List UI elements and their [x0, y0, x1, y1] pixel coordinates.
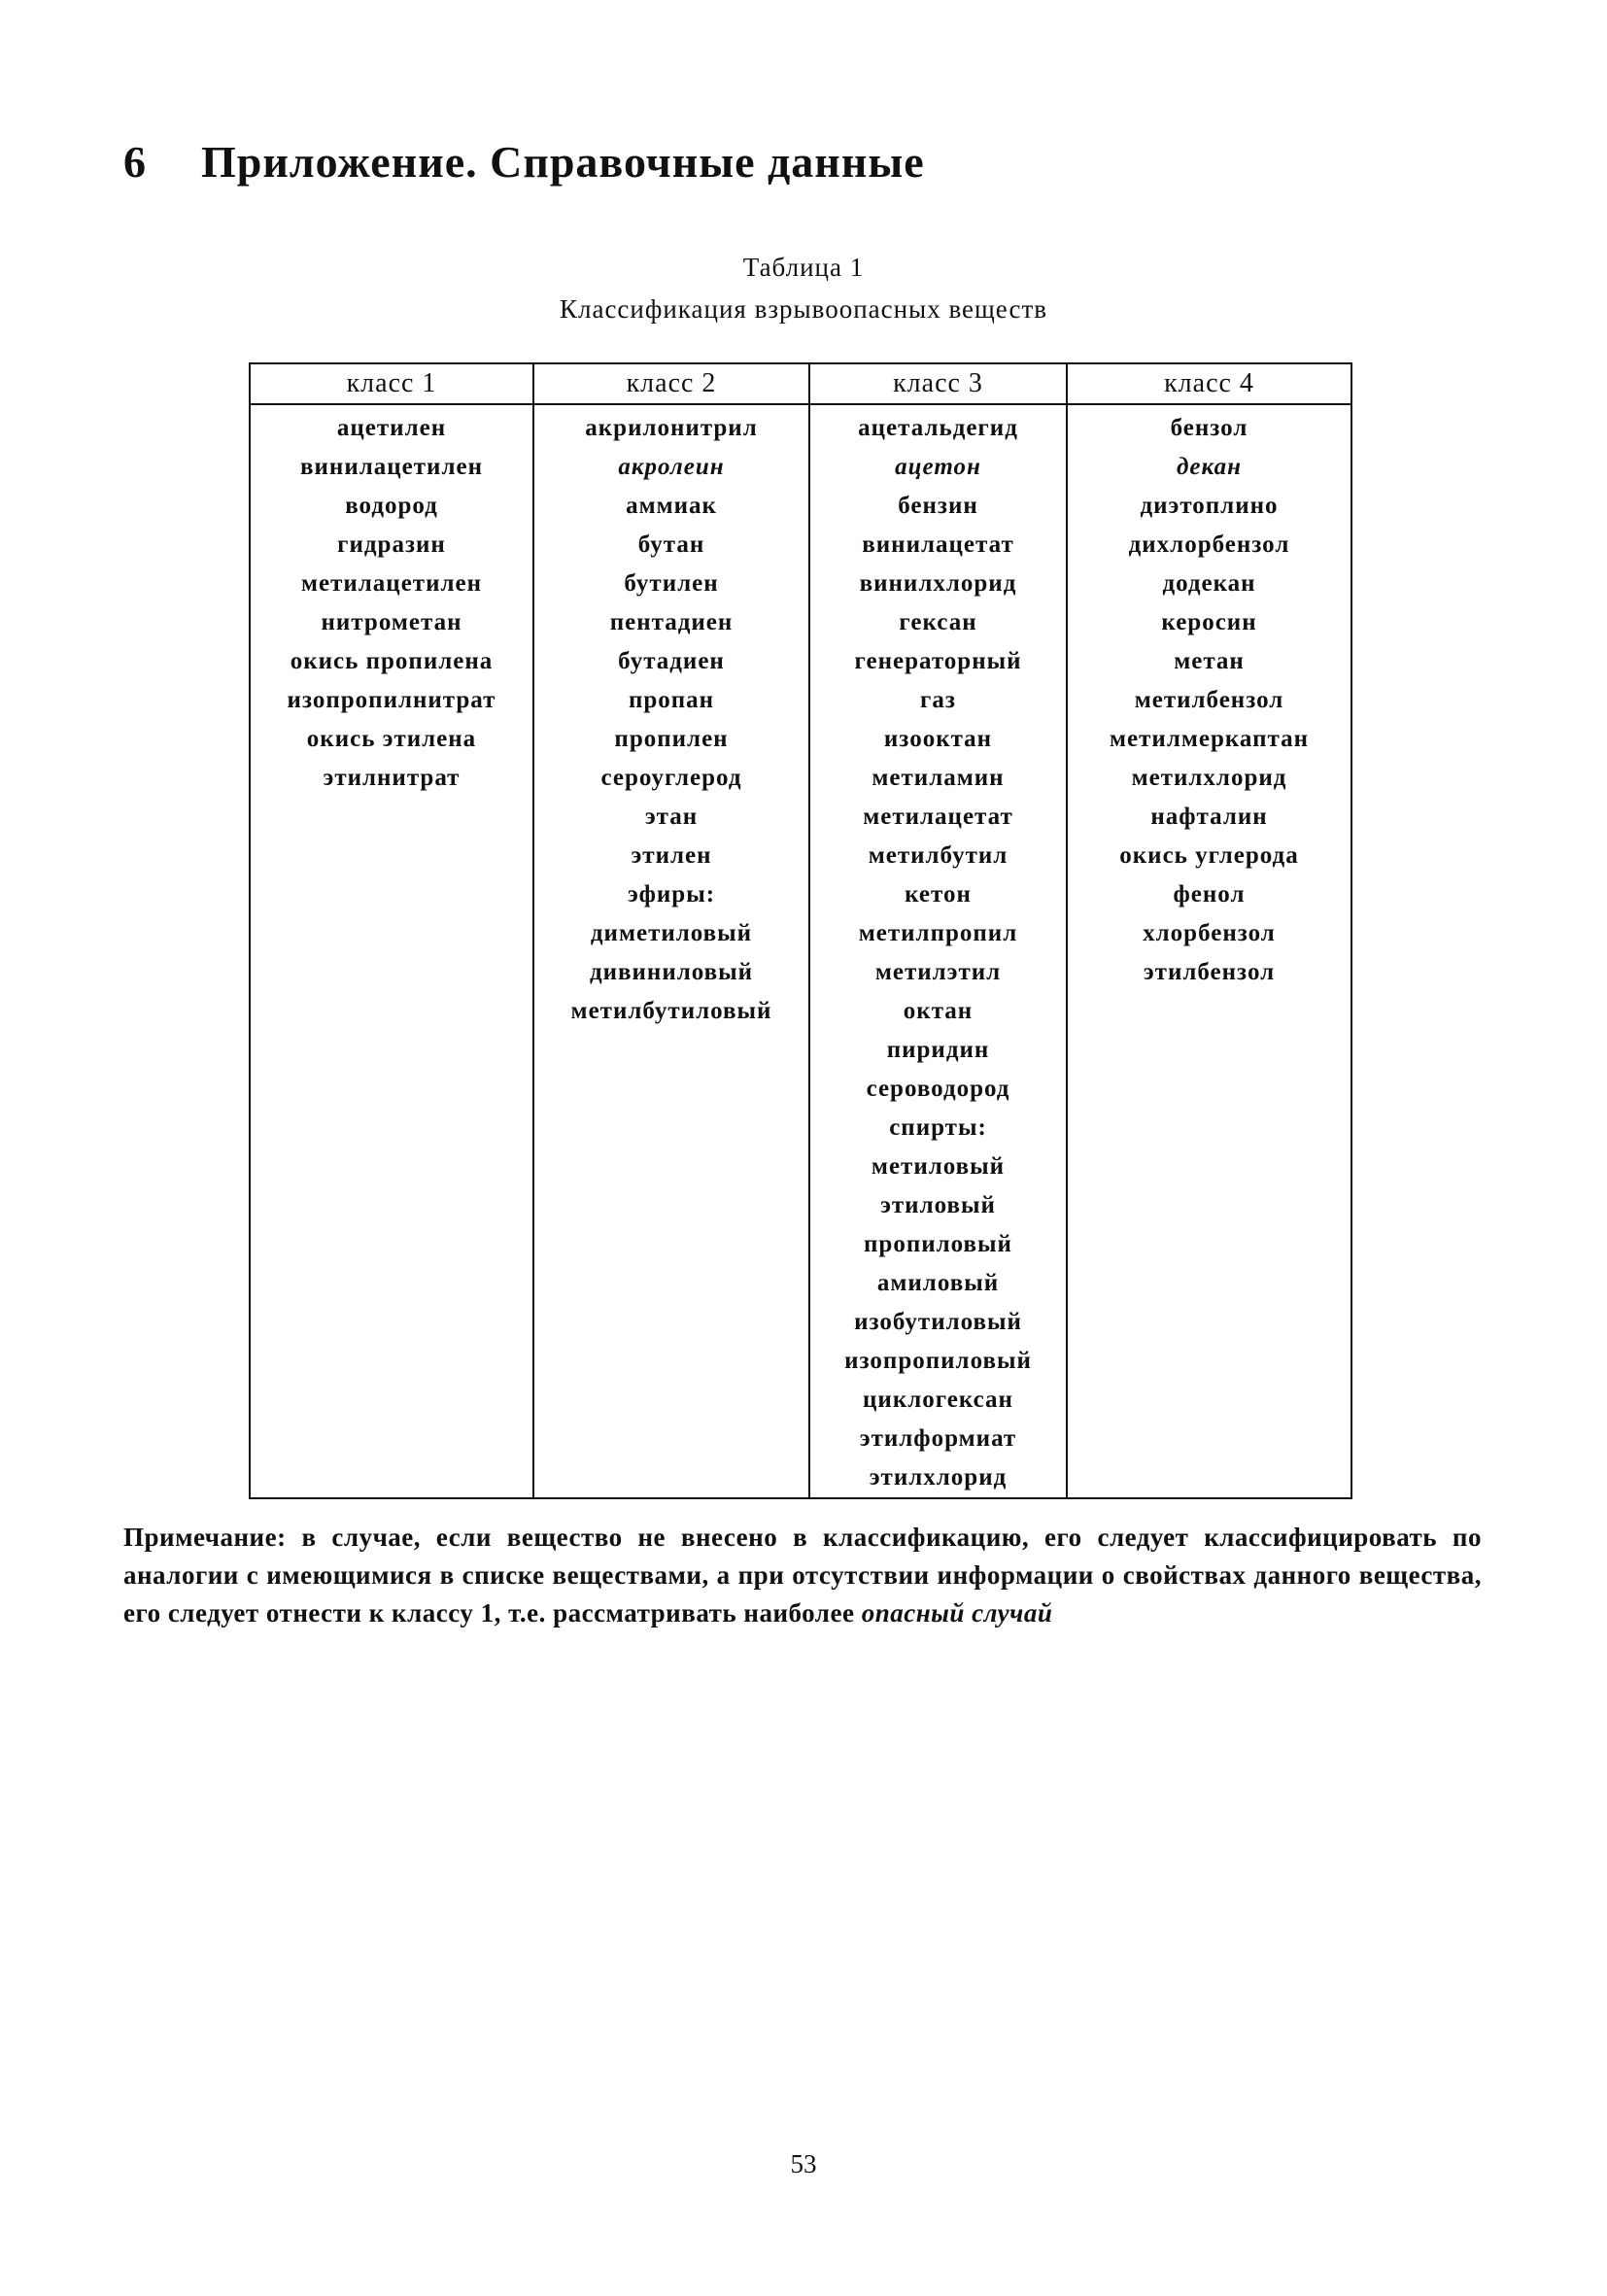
- substance-item: метилбензол: [1134, 687, 1284, 713]
- substance-item: изопропилнитрат: [287, 687, 496, 713]
- substance-item: фенол: [1173, 881, 1246, 908]
- substance-item: бензол: [1170, 415, 1248, 441]
- substance-item: гексан: [899, 609, 977, 635]
- substance-item: акролеин: [618, 454, 725, 480]
- substance-item: этиловый: [880, 1192, 996, 1218]
- substance-item: нафталин: [1150, 804, 1268, 830]
- substance-item: декан: [1177, 454, 1242, 480]
- substance-item: сероводород: [866, 1076, 1010, 1102]
- substance-item: спирты:: [889, 1114, 987, 1141]
- substance-item: дихлорбензол: [1128, 531, 1290, 558]
- substance-item: этилнитрат: [323, 765, 461, 791]
- class-1-cell: [250, 404, 533, 1498]
- note-emphasis: опасный случай: [861, 1598, 1053, 1628]
- substance-item: кетон: [905, 881, 972, 908]
- column-header-class-4: класс 4: [1067, 363, 1351, 404]
- substance-item: изобутиловый: [854, 1309, 1022, 1335]
- substance-item: газ: [920, 687, 956, 713]
- substance-item: хлорбензол: [1143, 920, 1276, 946]
- table-caption-title: Классификация взрывоопасных веществ: [559, 294, 1047, 324]
- column-header-class-3: класс 3: [809, 363, 1067, 404]
- substance-item: диэтоплино: [1140, 493, 1279, 519]
- section-title: Приложение. Справочные данные: [201, 137, 925, 187]
- class-3-cell: [809, 404, 1067, 1498]
- substance-item: этилен: [631, 842, 712, 869]
- substance-item: метилхлорид: [1131, 765, 1287, 791]
- class-2-list: [536, 409, 806, 1031]
- column-header-class-1: класс 1: [250, 363, 533, 404]
- substance-item: нитрометан: [321, 609, 462, 635]
- substance-item: диметиловый: [590, 920, 753, 946]
- class-3-list: [812, 409, 1064, 1497]
- section-heading: [123, 136, 925, 188]
- substance-item: метилацетилен: [300, 570, 483, 597]
- substance-item: керосин: [1161, 609, 1257, 635]
- substance-item: окись этилена: [306, 726, 477, 752]
- substance-item: додекан: [1162, 570, 1256, 597]
- class-1-list: [253, 409, 530, 798]
- substance-item: пиридин: [886, 1037, 990, 1063]
- substance-item: метилпропил: [858, 920, 1018, 946]
- substance-item: винилацетилен: [300, 454, 483, 480]
- substance-item: этилбензол: [1143, 959, 1276, 985]
- substance-item: метан: [1174, 648, 1245, 674]
- section-number: 6: [123, 137, 147, 187]
- substance-item: аммиак: [626, 493, 717, 519]
- substance-item: окись пропилена: [290, 648, 494, 674]
- table-header-row: [250, 363, 1351, 404]
- page-number: 53: [790, 2149, 817, 2178]
- substance-item: циклогексан: [863, 1387, 1013, 1413]
- substance-item: этилхлорид: [869, 1464, 1008, 1491]
- substance-item: сероуглерод: [600, 765, 742, 791]
- substance-item: гидразин: [337, 531, 446, 558]
- column-header-class-2: класс 2: [533, 363, 809, 404]
- substance-item: изопропиловый: [844, 1348, 1032, 1374]
- substance-item: пропан: [628, 687, 715, 713]
- class-4-cell: [1067, 404, 1351, 1498]
- substance-item: дивиниловый: [589, 959, 754, 985]
- substance-item: бутадиен: [618, 648, 725, 674]
- substance-item: изооктан: [883, 726, 993, 752]
- table-body-row: [250, 404, 1351, 1498]
- substance-item: ацетилен: [336, 415, 447, 441]
- substance-item: бутан: [637, 531, 705, 558]
- substance-item: амиловый: [876, 1270, 1000, 1296]
- substance-item: генераторный: [854, 648, 1022, 674]
- substance-item: бутилен: [624, 570, 719, 597]
- substance-item: акрилонитрил: [585, 415, 758, 441]
- substance-item: пропиловый: [864, 1231, 1012, 1257]
- substance-item: бензин: [898, 493, 978, 519]
- substance-item: окись углерода: [1119, 842, 1299, 869]
- substance-item: винилхлорид: [859, 570, 1017, 597]
- substance-item: водород: [345, 493, 438, 519]
- substance-item: метилмеркаптан: [1110, 726, 1309, 752]
- substance-item: метиловый: [871, 1153, 1006, 1180]
- substance-item: метилэтил: [874, 959, 1002, 985]
- substance-item: винилацетат: [862, 531, 1014, 558]
- substance-item: ацетальдегид: [858, 415, 1018, 441]
- table-note: [123, 1519, 1482, 1632]
- substance-item: пропилен: [614, 726, 729, 752]
- substance-item: этан: [644, 804, 699, 830]
- class-4-list: [1070, 409, 1349, 992]
- substance-item: метилбутил: [868, 842, 1009, 869]
- substance-item: октан: [903, 998, 974, 1024]
- substance-item: метилбутиловый: [570, 998, 772, 1024]
- substance-item: этилформиат: [859, 1425, 1017, 1452]
- substance-item: пентадиен: [609, 609, 734, 635]
- substance-item: ацетон: [895, 454, 981, 480]
- classification-table: [249, 362, 1352, 1499]
- class-2-cell: [533, 404, 809, 1498]
- table-caption-label: Таблица 1: [742, 253, 865, 282]
- substance-item: метиламин: [872, 765, 1005, 791]
- note-text: Примечание: в случае, если вещество не внесено в классификацию, его следует классифицировать по аналогии с имеющимися в списке веществами, а при отсутствии информации о свойствах данного вещества, его следует отнести к классу 1, т.е. рассматривать наиболее: [123, 1523, 1482, 1628]
- substance-item: эфиры:: [627, 881, 716, 908]
- substance-item: метилацетат: [863, 804, 1013, 830]
